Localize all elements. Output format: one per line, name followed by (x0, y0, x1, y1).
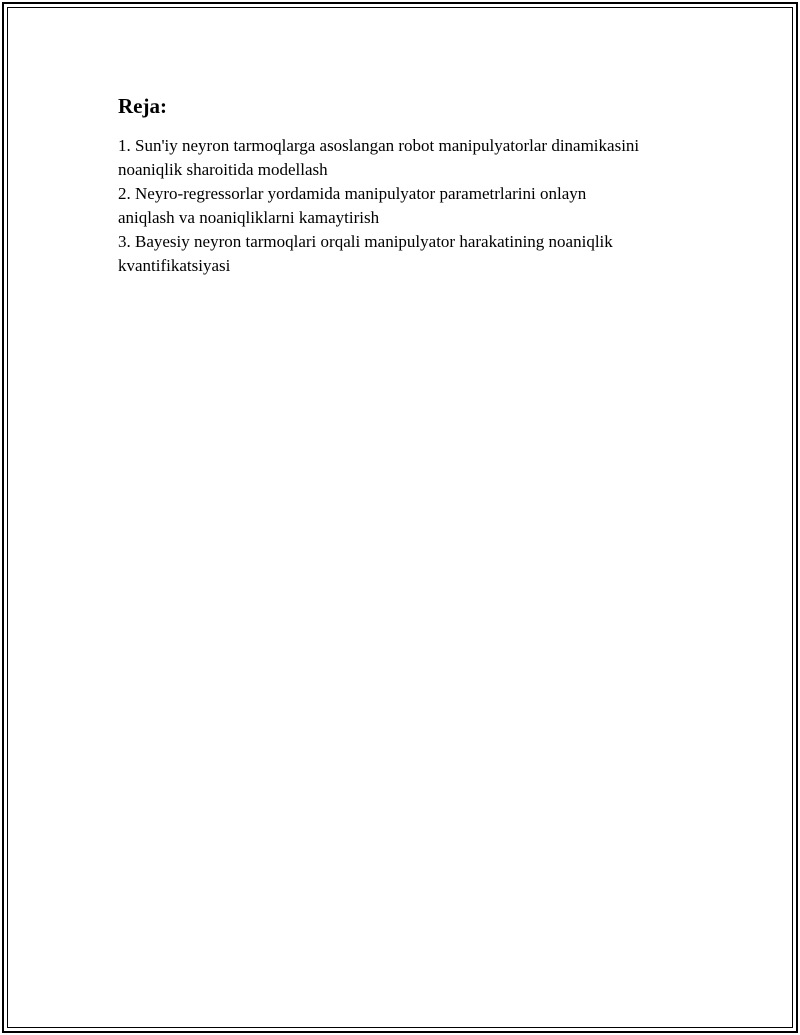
plan-item-2 (118, 182, 698, 230)
plan-item-1-line-2: noaniqlik sharoitida modellash (118, 160, 328, 179)
plan-item-3-line-2: kvantifikatsiyasi (118, 256, 231, 275)
page-title: Reja: (118, 94, 167, 118)
plan-item-2-line-1: 2. Neyro-regressorlar yordamida manipulyator parametrlarini onlayn (118, 184, 587, 203)
plan-item-3-line-1: 3. Bayesiy neyron tarmoqlari orqali manipulyator harakatining noaniqlik (118, 232, 613, 251)
plan-item-3 (118, 230, 698, 278)
page-content (118, 92, 698, 278)
plan-item-2-line-2: aniqlash va noaniqliklarni kamaytirish (118, 208, 380, 227)
plan-item-1-line-1: 1. Sun'iy neyron tarmoqlarga asoslangan robot manipulyatorlar dinamikasini (118, 136, 640, 155)
plan-list (118, 134, 698, 278)
plan-item-1 (118, 134, 698, 182)
